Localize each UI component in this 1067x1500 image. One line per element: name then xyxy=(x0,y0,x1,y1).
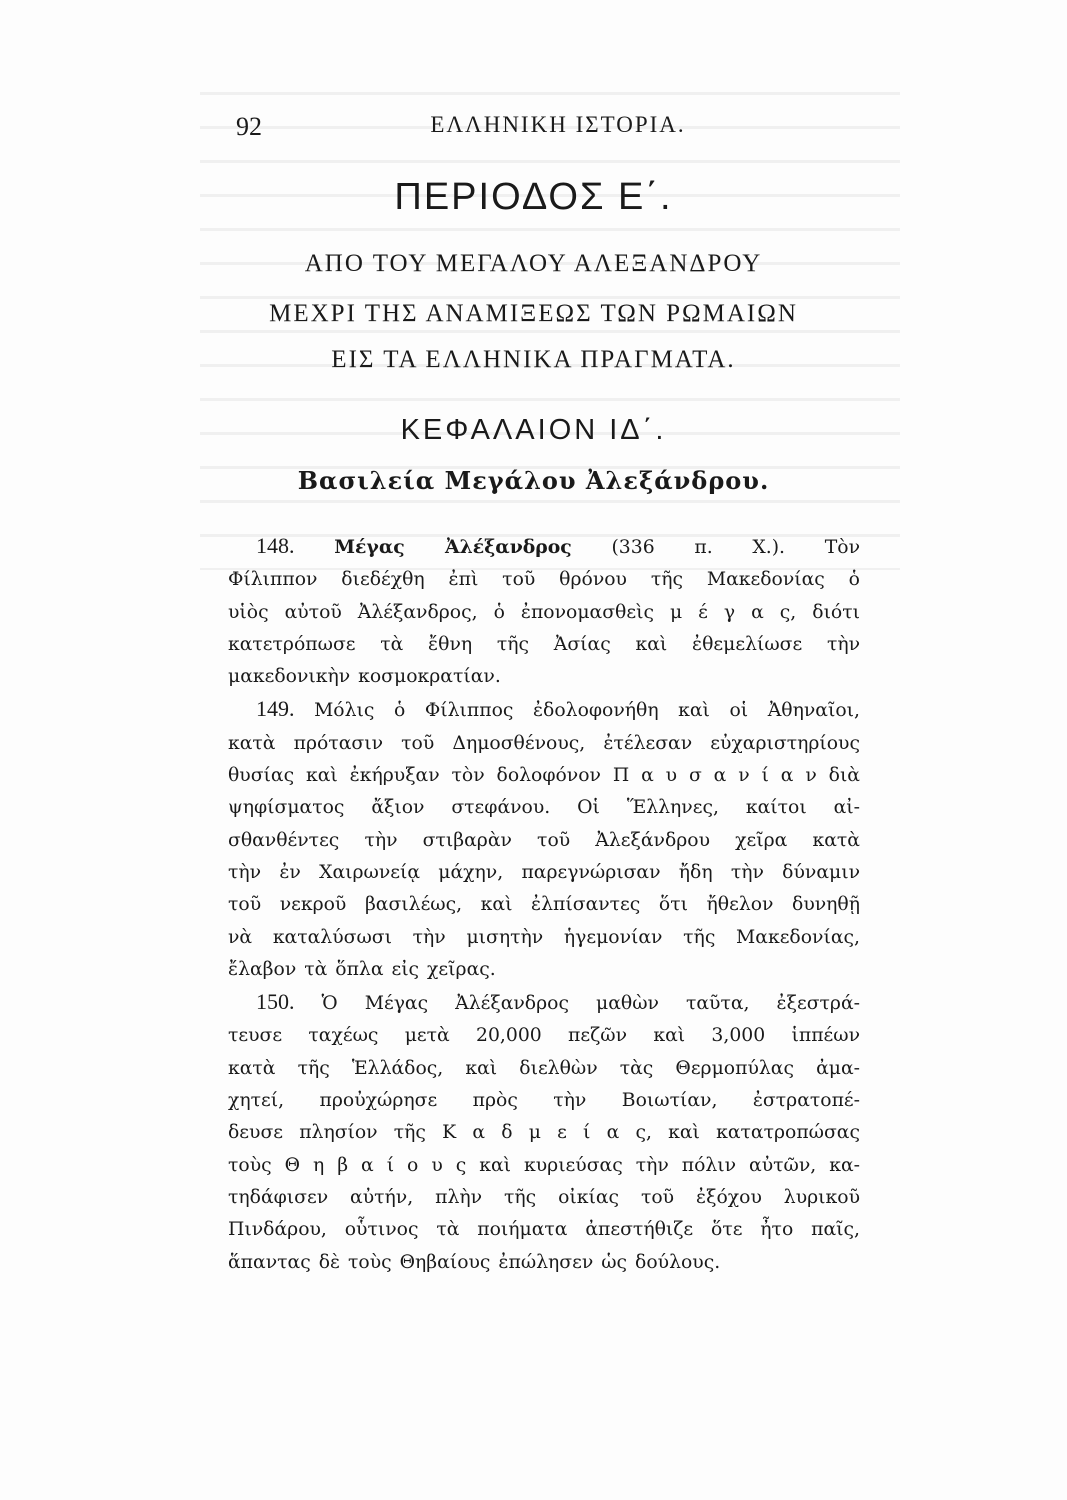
paragraph-line: κατὰ πρότασιν τοῦ Δημοσθένους, ἐτέλεσαν εὐχαριστηρίους xyxy=(228,732,860,754)
paragraph-line: 148. Μέγας Ἀλέξανδρος (336 π. Χ.). Τὸν xyxy=(256,533,860,558)
paragraph-149 xyxy=(228,693,860,986)
running-head xyxy=(236,112,836,146)
paragraph-number: 149. xyxy=(256,696,295,722)
chapter-subtitle: Βασιλεία Μεγάλου Ἀλεξάνδρου. xyxy=(297,466,770,495)
body-text xyxy=(228,530,860,1279)
paragraph-line: υἱὸς αὐτοῦ Ἀλέξανδρος, ὁ ἐπονομασθεὶς μ έ γ α ς, διότι xyxy=(228,601,860,623)
paragraph-line: ἅπαντας δὲ τοὺς Θηβαίους ἐπώλησεν ὡς δούλους. xyxy=(228,1251,721,1273)
period-subtitle-line-2: ΜΕΧΡΙ ΤΗΣ ΑΝΑΜΙΞΕΩΣ ΤΩΝ ΡΩΜΑΙΩΝ xyxy=(269,300,798,327)
period-title: ΠΕΡΙΟΔΟΣ Ε΄. xyxy=(394,176,673,218)
period-subtitle-line-1: ΑΠΟ ΤΟΥ ΜΕΓΑΛΟΥ ΑΛΕΞΑΝΔΡΟΥ xyxy=(304,250,763,277)
paragraph-line: μακεδονικὴν κοσμοκρατίαν. xyxy=(228,666,501,688)
running-title: ΕΛΛΗΝΙΚΗ ΙΣΤΟΡΙΑ. xyxy=(430,112,686,137)
paragraph-line: τοῦ νεκροῦ βασιλέως, καὶ ἐλπίσαντες ὅτι ἤθελον δυνηθῇ xyxy=(228,894,860,916)
chapter-title: ΚΕΦΑΛΑΙΟΝ ΙΔ΄. xyxy=(400,414,667,446)
paragraph-line: δευσε πλησίον τῆς Κ α δ μ ε ί α ς, καὶ κατατροπώσας xyxy=(228,1122,860,1144)
paragraph-line: τοὺς Θ η β α ί ο υ ς καὶ κυριεύσας τὴν πόλιν αὐτῶν, κα- xyxy=(228,1154,860,1176)
paragraph-heading: Μέγας Ἀλέξανδρος xyxy=(334,536,572,558)
paragraph-line: Πινδάρου, οὗτινος τὰ ποιήματα ἀπεστήθιζε ὅτε ἦτο παῖς, xyxy=(228,1219,860,1241)
paragraph-line: σθανθέντες τὴν στιβαρὰν τοῦ Ἀλεξάνδρου χεῖρα κατὰ xyxy=(228,829,860,851)
paragraph-148 xyxy=(228,530,860,693)
page-number: 92 xyxy=(236,112,262,141)
paragraph-line: τηδάφισεν αὐτήν, πλὴν τῆς οἰκίας τοῦ ἐξόχου λυρικοῦ xyxy=(228,1186,860,1208)
period-subtitle-line-3: ΕΙΣ ΤΑ ΕΛΛΗΝΙΚΑ ΠΡΑΓΜΑΤΑ. xyxy=(331,346,736,373)
paragraph-line: κατετρόπωσε τὰ ἔθνη τῆς Ἀσίας καὶ ἐθεμελίωσε τὴν xyxy=(228,633,860,655)
paragraph-line: 149. Μόλις ὁ Φίλιππος ἐδολοφονήθη καὶ οἱ Ἀθηναῖοι, xyxy=(256,696,860,722)
paragraph-line: ἔλαβον τὰ ὅπλα εἰς χεῖρας. xyxy=(228,958,496,980)
paragraph-line: νὰ καταλύσωσι τὴν μισητὴν ἡγεμονίαν τῆς Μακεδονίας, xyxy=(228,926,860,948)
paragraph-150 xyxy=(228,986,860,1279)
paragraph-number: 148. xyxy=(256,533,295,558)
paragraph-line: θυσίας καὶ ἐκήρυξαν τὸν δολοφόνον Π α υ σ α ν ί α ν διὰ xyxy=(228,765,860,787)
paragraph-line: τευσε ταχέως μετὰ 20,000 πεζῶν καὶ 3,000 ἱππέων xyxy=(228,1025,860,1047)
paragraph-number: 150. xyxy=(256,989,295,1015)
paragraph-line: Φίλιππον διεδέχθη ἐπὶ τοῦ θρόνου τῆς Μακεδονίας ὁ xyxy=(228,569,860,591)
paragraph-line: χητεί, προὐχώρησε πρὸς τὴν Βοιωτίαν, ἐστρατοπέ- xyxy=(228,1090,860,1112)
paragraph-line: κατὰ τῆς Ἑλλάδος, καὶ διελθὼν τὰς Θερμοπύλας ἀμα- xyxy=(228,1057,860,1079)
paragraph-line: 150. Ὁ Μέγας Ἀλέξανδρος μαθὼν ταῦτα, ἐξεστρά- xyxy=(256,989,860,1015)
paragraph-line: τὴν ἐν Χαιρωνείᾳ μάχην, παρεγνώρισαν ἤδη τὴν δύναμιν xyxy=(228,861,860,883)
paragraph-line: ψηφίσματος ἄξιον στεφάνου. Οἱ Ἕλληνες, καίτοι αἰ- xyxy=(228,797,860,819)
